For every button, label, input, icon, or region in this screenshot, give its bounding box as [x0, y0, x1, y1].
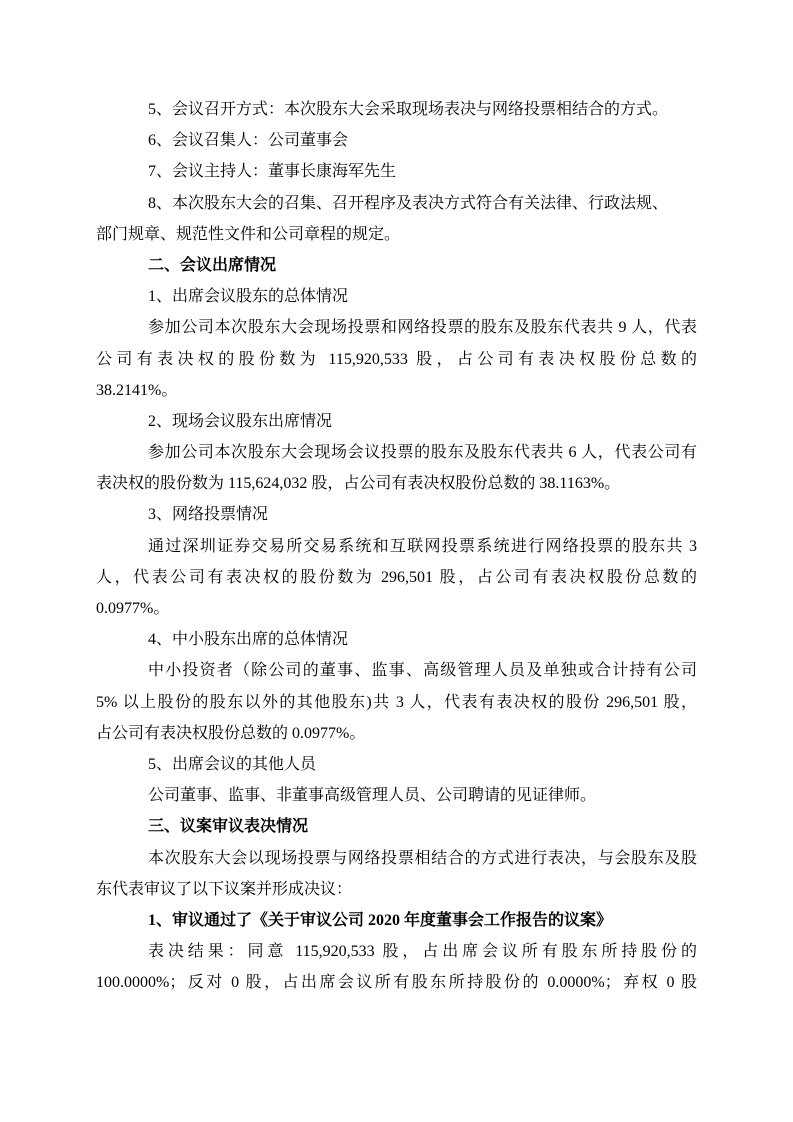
- document-content: [96, 94, 697, 998]
- text-line: 公司有表决权的股份数为 115,920,533 股，占公司有表决权股份总数的: [96, 350, 697, 368]
- text-line: 占公司有表决权股份总数的 0.0977%。: [96, 724, 366, 742]
- text-line: 3、网络投票情况: [148, 506, 269, 524]
- text-line: 公司董事、监事、非董事高级管理人员、公司聘请的见证律师。: [148, 787, 597, 805]
- text-line: 5、会议召开方式：本次股东大会采取现场表决与网络投票相结合的方式。: [148, 101, 669, 118]
- text-line: 中小投资者（除公司的董事、监事、高级管理人员及单独或合计持有公司: [148, 662, 697, 680]
- text-line: 表决结果：同意 115,920,533 股，占出席会议所有股东所持股份的: [148, 943, 697, 961]
- text-line: 本次股东大会以现场投票与网络投票相结合的方式进行表决，与会股东及股: [148, 849, 697, 867]
- text-line: 东代表审议了以下议案并形成决议：: [96, 880, 353, 898]
- text-line: 5、出席会议的其他人员: [148, 755, 317, 773]
- text-line: 100.0000%；反对 0 股，占出席会议所有股东所持股份的 0.0000%；弃权 0 股: [96, 974, 697, 992]
- text-line: 部门规章、规范性文件和公司章程的规定。: [96, 225, 401, 243]
- text-line: 4、中小股东出席的总体情况: [148, 631, 349, 649]
- text-line: 8、本次股东大会的召集、召开程序及表决方式符合有关法律、行政法规、: [148, 194, 669, 212]
- heading-line: 二、会议出席情况: [148, 256, 277, 274]
- text-line: 7、会议主持人：董事长康海军先生: [148, 163, 397, 181]
- text-line: 人，代表公司有表决权的股份数为 296,501 股，占公司有表决权股份总数的: [96, 568, 697, 586]
- text-line: 6、会议召集人：公司董事会: [148, 132, 349, 150]
- text-line: 1、出席会议股东的总体情况: [148, 288, 349, 306]
- text-line: 参加公司本次股东大会现场投票和网络投票的股东及股东代表共 9 人，代表: [148, 319, 697, 337]
- text-line: 2、现场会议股东出席情况: [148, 412, 333, 430]
- text-line: 5% 以上股份的股东以外的其他股东)共 3 人，代表有表决权的股份 296,501 股，: [96, 693, 697, 711]
- text-line: 38.2141%。: [96, 381, 178, 399]
- text-line: 参加公司本次股东大会现场会议投票的股东及股东代表共 6 人，代表公司有: [148, 444, 697, 462]
- text-line: 表决权的股份数为 115,624,032 股，占公司有表决权股份总数的 38.1163%。: [96, 475, 621, 493]
- heading-line: 三、议案审议表决情况: [148, 818, 309, 836]
- heading-line: 1、审议通过了《关于审议公司 2020 年度董事会工作报告的议案》: [148, 911, 613, 929]
- text-line: 0.0977%。: [96, 600, 170, 617]
- text-line: 通过深圳证券交易所交易系统和互联网投票系统进行网络投票的股东共 3: [148, 537, 697, 555]
